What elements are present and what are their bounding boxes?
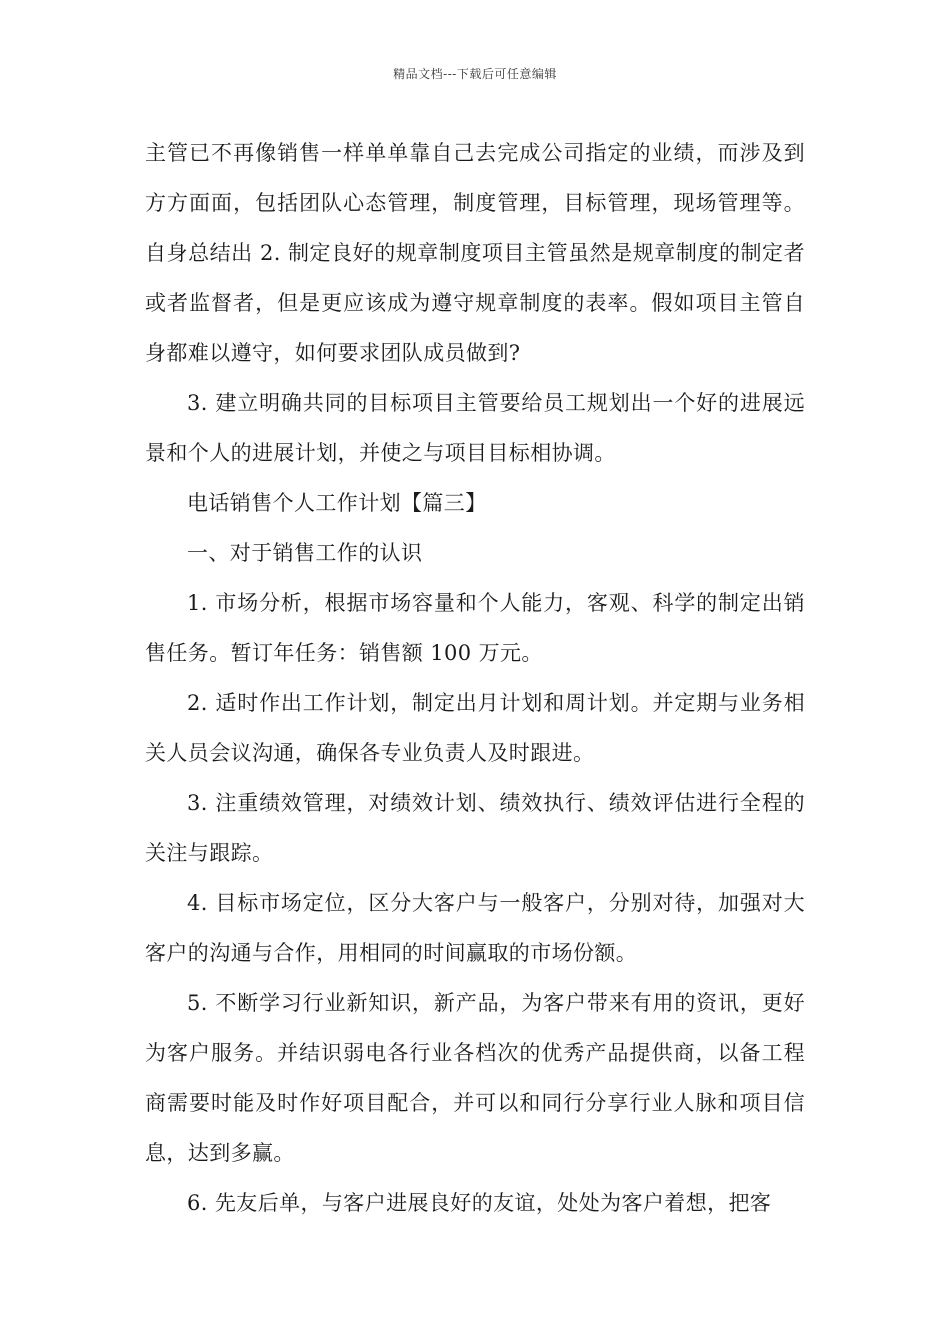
list-item: 6. 先友后单，与客户进展良好的友谊，处处为客户着想，把客	[187, 1191, 772, 1215]
list-item: 5. 不断学习行业新知识，新产品，为客户带来有用的资讯，更好为客户服务。并结识弱电各行业各档次的优秀产品提供商，以备工程商需要时能及时作好项目配合，并可以和同行分享行业人脉和项目信息，达到多赢。	[145, 991, 805, 1165]
list-item: 4. 目标市场定位，区分大客户与一般客户，分别对待，加强对大客户的沟通与合作，用相同的时间赢取的市场份额。	[145, 891, 805, 965]
section-heading: 一、对于销售工作的认识	[187, 541, 423, 565]
list-item: 3. 注重绩效管理，对绩效计划、绩效执行、绩效评估进行全程的关注与跟踪。	[145, 791, 805, 865]
section-title: 电话销售个人工作计划【篇三】	[187, 491, 487, 515]
document-body	[145, 128, 805, 1228]
list-item: 1. 市场分析，根据市场容量和个人能力，客观、科学的制定出销售任务。暂订年任务：销售额 100 万元。	[145, 591, 805, 665]
page-header: 精品文档---下载后可任意编辑	[393, 67, 557, 81]
list-item: 2. 适时作出工作计划，制定出月计划和周计划。并定期与业务相关人员会议沟通，确保各专业负责人及时跟进。	[145, 691, 805, 765]
paragraph-continued: 主管已不再像销售一样单单靠自己去完成公司指定的业绩，而涉及到方方面面，包括团队心态管理，制度管理，目标管理，现场管理等。自身总结出 2. 制定良好的规章制度项目主管虽然是规章制度的制定者或者监督者，但是更应该成为遵守规章制度的表率。假如项目主管自身都难以遵守，如何要求团队成员做到?	[145, 141, 805, 365]
paragraph-goal: 3. 建立明确共同的目标项目主管要给员工规划出一个好的进展远景和个人的进展计划，并使之与项目目标相协调。	[145, 391, 805, 465]
